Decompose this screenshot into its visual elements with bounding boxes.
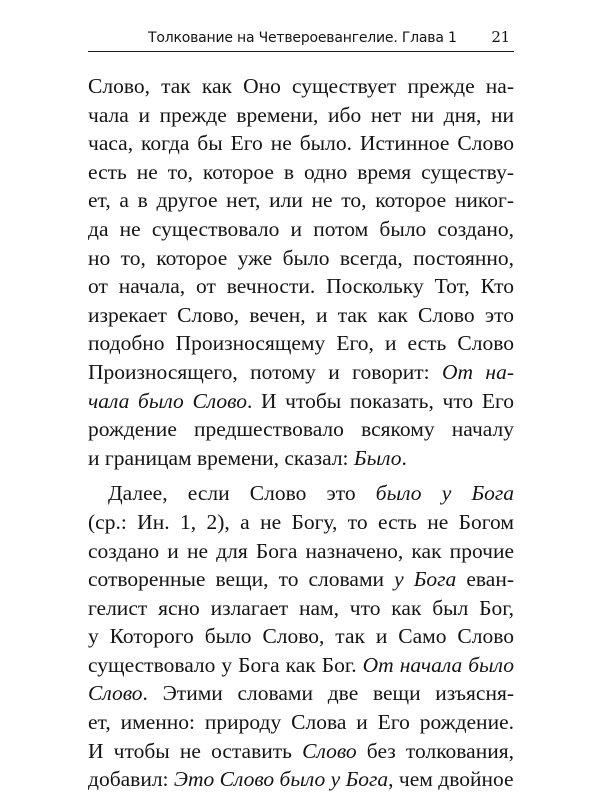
text-run: добавил:: [88, 767, 174, 792]
running-head: [88, 28, 514, 48]
text-run: ет, именно: природу Слова и Его рождение.: [88, 710, 514, 735]
italic-quote: у Бога: [394, 567, 457, 592]
text-line: [88, 479, 514, 508]
text-line: [88, 444, 514, 473]
italic-quote: Слово: [302, 738, 357, 763]
text-run: часа, когда бы Его не было. Истинное Слово: [88, 131, 514, 156]
text-run: от начала, от вечности. Поскольку Тот, Кто: [88, 274, 514, 299]
text-line: [88, 565, 514, 594]
text-line: [88, 244, 514, 273]
text-run: . И чтобы показать, что Его: [246, 388, 514, 413]
text-run: , чем двойное: [388, 767, 514, 792]
text-line: [88, 415, 514, 444]
text-line: [88, 186, 514, 215]
text-line: [88, 594, 514, 623]
text-run: (ср.: Ин. 1, 2), а не Богу, то есть не Богом: [88, 509, 514, 534]
text-run: без толкования,: [356, 738, 514, 763]
italic-quote: Слово: [88, 681, 143, 706]
body-text: [88, 72, 514, 794]
text-run: Произносящего, потому и говорит:: [88, 359, 442, 384]
italic-quote: чала было Слово: [88, 388, 247, 413]
text-line: [88, 358, 514, 387]
text-run: но то, которое уже было всегда, постоянно,: [88, 245, 514, 270]
text-line: [88, 72, 514, 101]
text-line: [88, 508, 514, 537]
text-run: у Которого было Слово, так и Само Слово: [88, 624, 514, 649]
text-line: [88, 679, 514, 708]
text-line: [88, 387, 514, 416]
text-run: да не существовало и потом было создано,: [88, 216, 514, 241]
italic-quote: было у Бога: [375, 481, 515, 506]
text-line: [88, 622, 514, 651]
text-run: . Этими словами две вещи изъясня-: [142, 681, 514, 706]
text-line: [88, 301, 514, 330]
italic-quote: От начала было: [362, 652, 514, 677]
text-run: и границам времени, сказал:: [88, 445, 354, 470]
text-line: [88, 651, 514, 680]
text-run: сотворенные вещи, то словами: [88, 567, 395, 592]
text-line: [88, 129, 514, 158]
text-run: гелист ясно излагает нам, что как был Бог,: [88, 595, 514, 620]
text-line: [88, 101, 514, 130]
page-number: 21: [491, 28, 510, 46]
text-run: есть не то, которое в одно время существу-: [88, 159, 514, 184]
text-run: ет, а в другое нет, или не то, которое никог-: [88, 188, 514, 213]
text-run: .: [401, 445, 407, 470]
text-line: [88, 537, 514, 566]
text-run: Слово, так как Оно существует прежде на-: [88, 74, 514, 98]
text-line: [88, 215, 514, 244]
text-run: изрекает Слово, вечен, и так как Слово это: [88, 302, 514, 327]
text-line: [88, 272, 514, 301]
text-run: чала и прежде времени, ибо нет ни дня, ни: [88, 102, 514, 127]
text-line: [88, 329, 514, 358]
text-run: рождение предшествовало всякому началу: [88, 417, 514, 442]
running-title: Толкование на Четвероевангелие. Глава 1: [148, 30, 457, 46]
italic-quote: Было: [353, 445, 402, 470]
text-line: [88, 765, 514, 794]
paragraph-gap: [88, 472, 514, 479]
text-run: подобно Произносящему Его, и есть Слово: [88, 331, 514, 356]
header-rule: [88, 51, 514, 52]
text-run: И чтобы не оставить: [88, 738, 303, 763]
text-run: существовало у Бога как Бог.: [88, 652, 363, 677]
text-line: [88, 708, 514, 737]
text-line: [88, 737, 514, 766]
text-run: еван-: [456, 567, 514, 592]
text-line: [88, 158, 514, 187]
italic-quote: Это Слово было у Бога: [173, 767, 389, 792]
text-run: создано и не для Бога назначено, как прочие: [88, 538, 514, 563]
italic-quote: От на-: [441, 359, 514, 384]
text-run: Далее, если Слово это: [108, 481, 376, 506]
